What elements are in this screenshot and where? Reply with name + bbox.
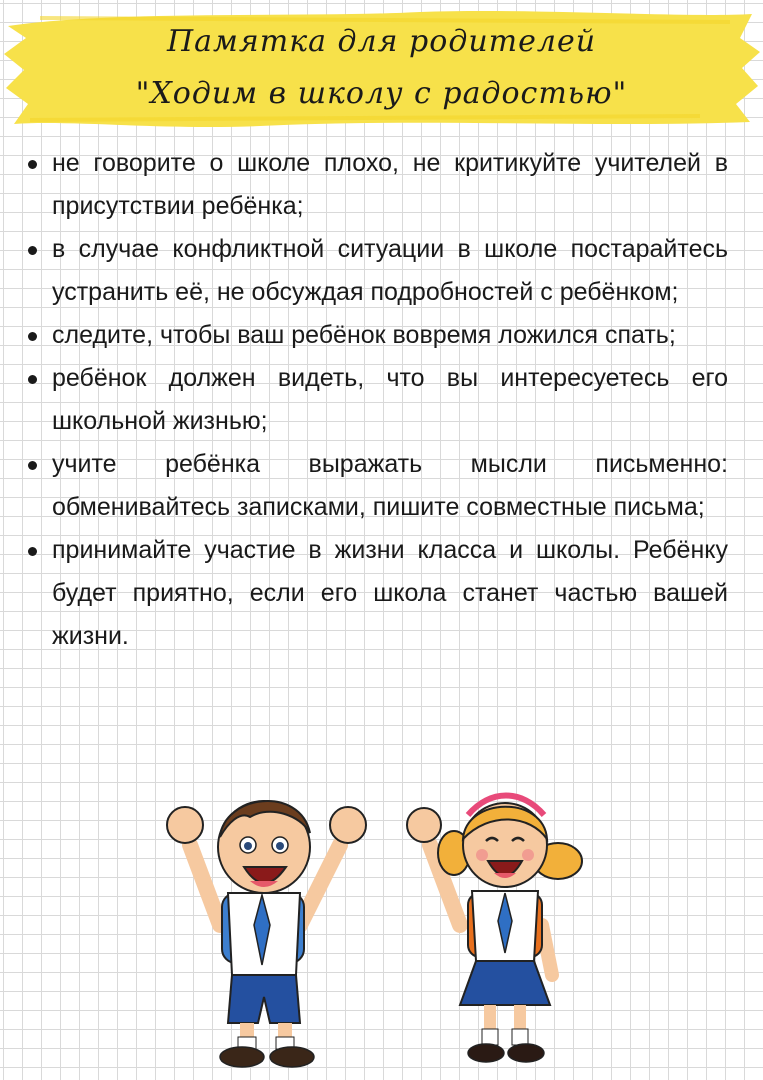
bullet-icon (28, 547, 37, 556)
tip-text: ребёнок должен видеть, что вы интересуетесь его школьной жизнью; (52, 364, 728, 435)
tip-text: не говорите о школе плохо, не критикуйте учителей в присутствии ребёнка; (52, 149, 728, 220)
bullet-icon (28, 461, 37, 470)
girl-icon (407, 796, 582, 1063)
list-item (26, 357, 728, 443)
happy-kids-illustration (150, 775, 610, 1075)
list-item (26, 314, 728, 357)
tip-text: учите ребёнка выражать мысли письменно: обменивайтесь записками, пишите совместные письма; (52, 450, 728, 521)
list-item (26, 529, 728, 658)
list-item (26, 443, 728, 529)
page-title-line-1: Памятка для родителей (166, 24, 597, 59)
bullet-icon (28, 375, 37, 384)
tip-text: следите, чтобы ваш ребёнок вовремя ложился спать; (52, 321, 676, 349)
list-item (26, 228, 728, 314)
tips-list (26, 142, 728, 658)
list-item (26, 142, 728, 228)
bullet-icon (28, 332, 37, 341)
page-title-line-2: "Ходим в школу с радостью" (135, 76, 628, 111)
bullet-icon (28, 160, 37, 169)
bullet-icon (28, 246, 37, 255)
tip-text: в случае конфликтной ситуации в школе постарайтесь устранить её, не обсуждая подробностей с ребёнком; (52, 235, 728, 306)
header-banner (0, 8, 763, 130)
tip-text: принимайте участие в жизни класса и школы. Ребёнку будет приятно, если его школа станет частью вашей жизни. (52, 536, 728, 650)
boy-icon (167, 801, 366, 1067)
